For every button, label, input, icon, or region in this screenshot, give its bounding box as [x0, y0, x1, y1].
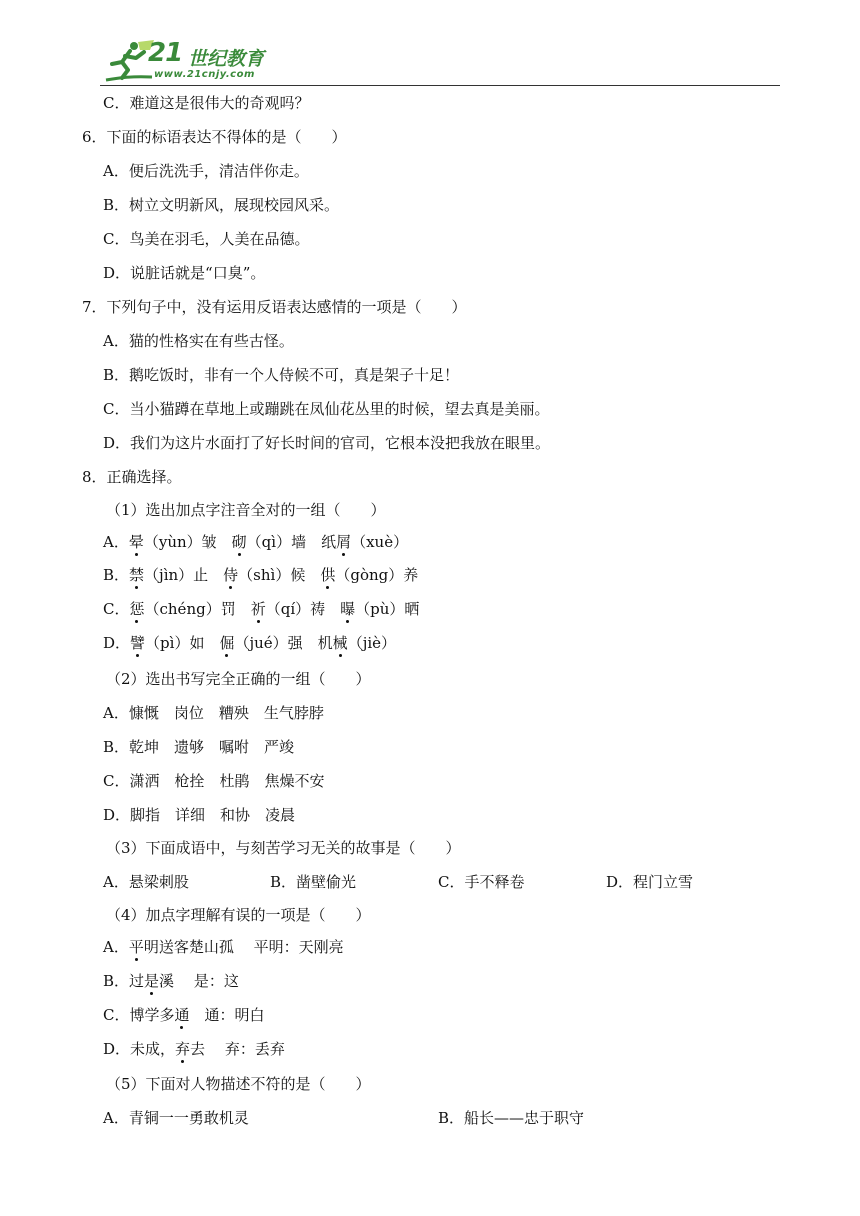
q5-option-c: C．难道这是很伟大的奇观吗？	[103, 94, 310, 112]
q8-3-option-d: D．程门立雪	[606, 873, 694, 891]
q7-stem: 7．下列句子中，没有运用反语表达感情的一项是（ ）	[82, 298, 467, 316]
dotted-char: 禁	[129, 566, 145, 584]
page-header	[100, 38, 780, 86]
dotted-char: 曝	[340, 600, 356, 618]
pinyin-text: （xuè）	[351, 533, 409, 551]
logo-url: www.21cnjy.com	[154, 69, 255, 80]
q6-option-a: A．便后洗洗手，清洁伴你走。	[103, 162, 309, 180]
q7-option-c: C．当小猫蹲在草地上或蹦跳在凤仙花丛里的时候，望去真是美丽。	[103, 400, 550, 418]
pinyin-text: （jué）强 机	[234, 634, 333, 652]
q8-1-option-a	[103, 533, 408, 551]
pinyin-text: （qì）墙 纸	[246, 533, 337, 551]
q7-option-a: A．猫的性格实在有些古怪。	[103, 332, 294, 350]
q7-option-d: D．我们为这片水面打了好长时间的官司，它根本没把我放在眼里。	[103, 434, 551, 452]
option-text: B．过	[103, 972, 145, 990]
q8-5-option-b: B．船长——忠于职守	[438, 1109, 585, 1127]
q8-1-option-b	[103, 566, 418, 584]
dotted-char: 平	[128, 938, 144, 956]
option-text: 溪 是：这	[159, 972, 239, 990]
q6-option-d: D．说脏话就是“口臭”。	[103, 264, 266, 282]
q8-4-option-a	[103, 938, 344, 956]
q8-3-option-a: A．悬梁刺股	[103, 873, 189, 891]
q8-5-option-a: A．青铜一一勇敢机灵	[103, 1109, 249, 1127]
q8-3-option-c: C．手不释卷	[438, 873, 525, 891]
q8-1-option-d	[103, 634, 396, 652]
logo-title: 世纪教育	[188, 48, 265, 70]
option-letter: A．	[103, 938, 129, 956]
dotted-char: 譬	[130, 634, 146, 652]
pinyin-text: （pù）晒	[355, 600, 420, 618]
pinyin-text: （shì）候	[238, 566, 321, 584]
pinyin-text: （qí）祷	[265, 600, 341, 618]
dotted-char: 砌	[231, 533, 247, 551]
dotted-char: 倔	[219, 634, 235, 652]
q8-2-stem: （2）选出书写完全正确的一组（ ）	[106, 670, 371, 688]
option-text: 明送客楚山孤 平明：天刚亮	[143, 938, 344, 956]
q8-5-stem: （5）下面对人物描述不符的是（ ）	[106, 1075, 371, 1093]
pinyin-text: （chéng）罚	[144, 600, 251, 618]
option-letter: A．	[103, 533, 129, 551]
option-letter: B．	[103, 566, 130, 584]
option-text: D．未成，	[103, 1040, 176, 1058]
q6-option-c: C．鸟美在羽毛，人美在品德。	[103, 230, 310, 248]
dotted-char: 侍	[223, 566, 239, 584]
header-divider	[100, 85, 780, 86]
q8-2-option-a: A．慷慨 岗位 糟殃 生气脖脖	[103, 704, 324, 722]
dotted-char: 通	[174, 1006, 190, 1024]
dotted-char: 晕	[128, 533, 144, 551]
q8-2-option-c: C．潇洒 枪拴 杜鹃 焦燥不安	[103, 772, 325, 790]
option-letter: D．	[103, 634, 131, 652]
logo-number: 21	[148, 38, 183, 68]
dotted-char: 惩	[129, 600, 145, 618]
q8-3-option-b: B．凿壁偷光	[270, 873, 357, 891]
q8-4-stem: （4）加点字理解有误的一项是（ ）	[106, 906, 371, 924]
option-text: C．博学多	[103, 1006, 175, 1024]
pinyin-text: （pì）如	[145, 634, 220, 652]
q7-option-b: B．鹅吃饭时，非有一个人侍候不可，真是架子十足！	[103, 366, 460, 384]
dotted-char: 祈	[250, 600, 266, 618]
q6-stem: 6．下面的标语表达不得体的是（ ）	[82, 128, 347, 146]
option-letter: C．	[103, 600, 130, 618]
site-logo	[100, 38, 270, 84]
pinyin-text: （yùn）皱	[143, 533, 232, 551]
q8-2-option-d: D．脚指 详细 和协 凌晨	[103, 806, 296, 824]
q8-4-option-c	[103, 1006, 265, 1024]
q8-2-option-b: B．乾坤 遗够 嘱咐 严竣	[103, 738, 295, 756]
dotted-char: 是	[144, 972, 160, 990]
q6-option-b: B．树立文明新风，展现校园风采。	[103, 196, 340, 214]
q8-1-option-c	[103, 600, 419, 618]
dotted-char: 械	[332, 634, 348, 652]
pinyin-text: （gòng）养	[335, 566, 419, 584]
dotted-char: 屑	[336, 533, 352, 551]
dotted-char: 弃	[175, 1040, 191, 1058]
q8-3-stem: （3）下面成语中，与刻苦学习无关的故事是（ ）	[106, 839, 461, 857]
q8-1-stem: （1）选出加点字注音全对的一组（ ）	[106, 501, 386, 519]
dotted-char: 供	[320, 566, 336, 584]
option-text: 通：明白	[189, 1006, 265, 1024]
q8-stem: 8．正确选择。	[82, 468, 182, 486]
option-text: 去 弃：丢弃	[190, 1040, 285, 1058]
pinyin-text: （jiè）	[347, 634, 397, 652]
pinyin-text: （jìn）止	[144, 566, 224, 584]
q8-4-option-d	[103, 1040, 285, 1058]
q8-4-option-b	[103, 972, 239, 990]
